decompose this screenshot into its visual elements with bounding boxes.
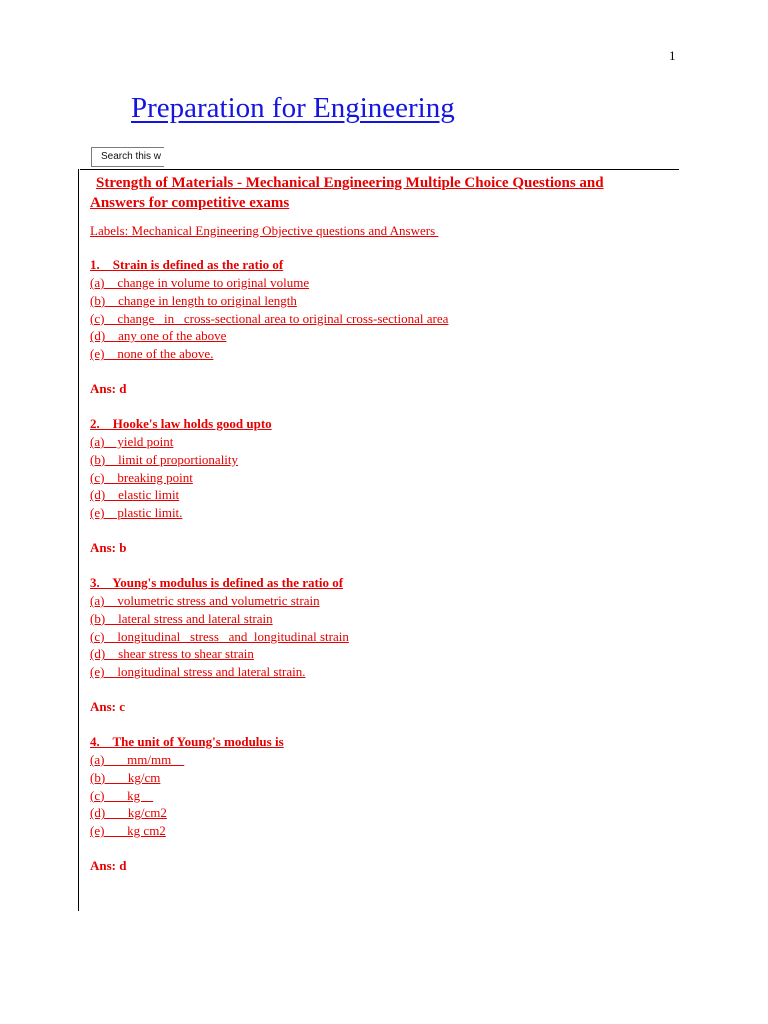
question-3 [90, 574, 680, 716]
article-title-link[interactable] [90, 173, 680, 213]
answer-label: Ans: d [90, 857, 127, 873]
answer-label: Ans: d [90, 380, 127, 396]
article-content [90, 173, 680, 875]
option-b[interactable]: (b) change in length to original length [90, 292, 297, 308]
horizontal-divider [80, 169, 679, 170]
option-a[interactable]: (a) mm/mm [90, 751, 185, 767]
option-c[interactable]: (c) kg [90, 787, 154, 803]
question-title[interactable]: 3. Young's modulus is defined as the ratio of [90, 574, 344, 590]
article-title-line-2[interactable]: Answers for competitive exams [90, 195, 290, 211]
labels-link[interactable]: Labels: Mechanical Engineering Objective questions and Answers [90, 223, 439, 238]
option-b[interactable]: (b) lateral stress and lateral strain [90, 610, 273, 626]
option-b[interactable]: (b) kg/cm [90, 769, 161, 785]
option-a[interactable]: (a) yield point [90, 433, 174, 449]
site-title-link[interactable]: Preparation for Engineering [131, 92, 455, 124]
option-d[interactable]: (d) any one of the above [90, 328, 227, 344]
question-title[interactable]: 2. Hooke's law holds good upto [90, 415, 272, 431]
article-title-line-1[interactable]: Strength of Materials - Mechanical Engineering Multiple Choice Questions and [96, 175, 604, 191]
option-d[interactable]: (d) kg/cm2 [90, 805, 167, 821]
search-input[interactable]: Search this w [91, 147, 164, 167]
option-c[interactable]: (c) breaking point [90, 469, 193, 485]
option-d[interactable]: (d) elastic limit [90, 487, 180, 503]
page-number: 1 [669, 48, 676, 63]
question-1 [90, 256, 680, 398]
option-e[interactable]: (e) kg cm2 [90, 823, 166, 839]
option-b[interactable]: (b) limit of proportionality [90, 451, 239, 467]
question-2 [90, 415, 680, 557]
option-e[interactable]: (e) none of the above. [90, 346, 214, 362]
answer-label: Ans: c [90, 698, 126, 714]
option-d[interactable]: (d) shear stress to shear strain [90, 646, 254, 662]
option-e[interactable]: (e) plastic limit. [90, 505, 183, 521]
option-e[interactable]: (e) longitudinal stress and lateral strain. [90, 664, 306, 680]
vertical-divider [78, 169, 79, 911]
option-c[interactable]: (c) change in cross-sectional area to original cross-sectional area [90, 310, 449, 326]
option-c[interactable]: (c) longitudinal stress and longitudinal strain [90, 628, 349, 644]
option-a[interactable]: (a) volumetric stress and volumetric strain [90, 592, 320, 608]
question-title[interactable]: 1. Strain is defined as the ratio of [90, 257, 284, 272]
question-title[interactable]: 4. The unit of Young's modulus is [90, 733, 284, 749]
option-a[interactable]: (a) change in volume to original volume [90, 275, 310, 290]
question-4 [90, 733, 680, 875]
answer-label: Ans: b [90, 539, 127, 555]
